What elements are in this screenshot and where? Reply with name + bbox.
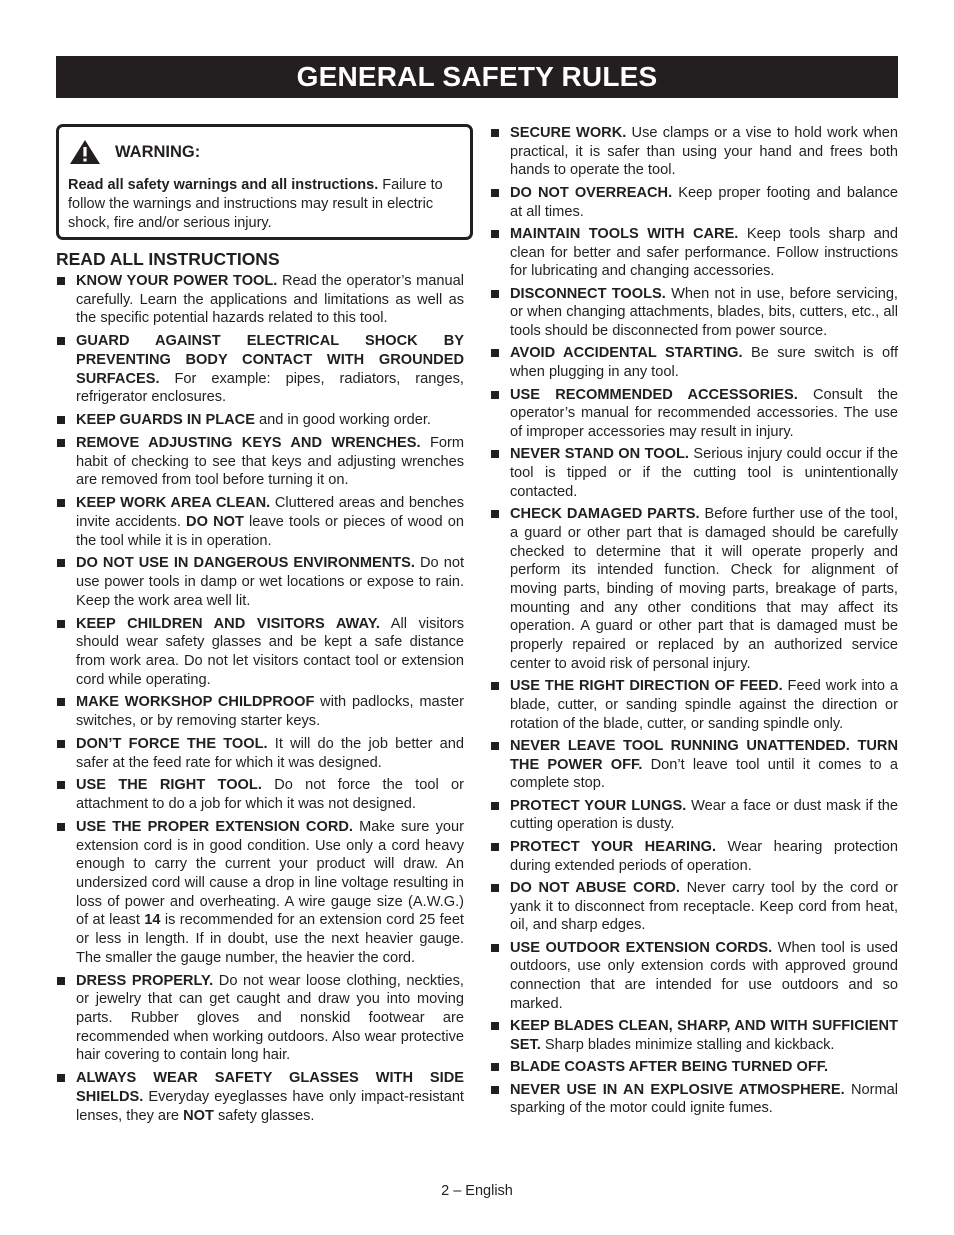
rule-emphasis: NOT bbox=[183, 1107, 214, 1124]
rule-title: DRESS PROPERLY. bbox=[76, 972, 214, 989]
square-bullet-icon bbox=[57, 439, 65, 447]
rule-title: DO NOT OVERREACH. bbox=[510, 184, 673, 201]
rule-item bbox=[490, 124, 898, 180]
rule-item bbox=[490, 505, 898, 673]
rule-item bbox=[490, 1017, 898, 1054]
rule-item bbox=[490, 737, 898, 793]
right-column bbox=[490, 124, 898, 1122]
rule-title: PROTECT YOUR HEARING. bbox=[510, 838, 717, 855]
square-bullet-icon bbox=[491, 944, 499, 952]
square-bullet-icon bbox=[491, 230, 499, 238]
rule-title: KEEP CHILDREN AND VISITORS AWAY. bbox=[76, 615, 380, 632]
square-bullet-icon bbox=[491, 1022, 499, 1030]
square-bullet-icon bbox=[57, 781, 65, 789]
rule-text: Read the operator’s manual carefully. Learn the applications and limitations as well as the specific potential hazards related to this tool. bbox=[76, 273, 464, 327]
rule-item bbox=[490, 225, 898, 281]
square-bullet-icon bbox=[57, 559, 65, 567]
square-bullet-icon bbox=[491, 1086, 499, 1094]
rule-text: Do not use power tools in damp or wet locations or expose to rain. Keep the work area well lit. bbox=[76, 555, 465, 609]
square-bullet-icon bbox=[57, 620, 65, 628]
rule-text: When not in use, before servicing, or when changing attachments, blades, bits, cutters, etc., all tools should be disconnected from power source. bbox=[510, 285, 898, 340]
rule-title: NEVER LEAVE TOOL RUNNING UNATTENDED. TURN THE POWER OFF. bbox=[510, 737, 898, 773]
rule-text: Sharp blades minimize stalling and kickback. bbox=[540, 1036, 835, 1053]
rule-text: leave tools or pieces of wood on the tool while it is in operation. bbox=[76, 513, 464, 549]
rule-item bbox=[56, 411, 464, 430]
square-bullet-icon bbox=[491, 189, 499, 197]
rule-title: DO NOT USE IN DANGEROUS ENVIRONMENTS. bbox=[76, 555, 415, 572]
rule-emphasis: DO NOT bbox=[186, 513, 244, 530]
rule-text: Cluttered areas and benches invite accidents. bbox=[76, 495, 465, 530]
rule-text: Serious injury could occur if the tool is tipped or if the cutting tool is unintentionally contacted. bbox=[510, 446, 899, 500]
rule-title: AVOID ACCIDENTAL STARTING. bbox=[510, 345, 743, 362]
rule-text: Use clamps or a vise to hold work when practical, it is safer than using your hand and frees both hands to operate the tool. bbox=[510, 125, 898, 179]
rule-title: BLADE COASTS AFTER BEING TURNED OFF. bbox=[510, 1059, 829, 1076]
rule-text: Wear a face or dust mask if the cutting operation is dusty. bbox=[510, 797, 898, 833]
square-bullet-icon bbox=[57, 977, 65, 985]
page-title: GENERAL SAFETY RULES bbox=[56, 56, 898, 98]
rule-item bbox=[56, 494, 464, 550]
rule-title: SECURE WORK. bbox=[510, 125, 627, 141]
rule-title: KNOW YOUR POWER TOOL. bbox=[76, 273, 278, 289]
rule-title: USE THE RIGHT TOOL. bbox=[76, 777, 262, 794]
square-bullet-icon bbox=[491, 349, 499, 357]
rule-item bbox=[490, 939, 898, 1014]
rule-item bbox=[490, 184, 898, 221]
rule-title: ALWAYS WEAR SAFETY GLASSES WITH SIDE SHIELDS. bbox=[76, 1070, 464, 1105]
rule-text: Form habit of checking to see that keys and adjusting wrenches are removed from tool before turning it on. bbox=[76, 434, 464, 489]
square-bullet-icon bbox=[491, 843, 499, 851]
rule-title: USE THE RIGHT DIRECTION OF FEED. bbox=[510, 678, 783, 695]
rule-item bbox=[56, 615, 464, 690]
rule-item bbox=[490, 344, 898, 381]
warning-label: WARNING: bbox=[115, 142, 201, 161]
rule-item bbox=[56, 272, 464, 328]
left-rule-list bbox=[56, 272, 464, 1125]
rule-title: MAKE WORKSHOP CHILDPROOF bbox=[76, 694, 315, 711]
square-bullet-icon bbox=[491, 290, 499, 298]
rule-item bbox=[490, 879, 898, 935]
rule-title: USE RECOMMENDED ACCESSORIES. bbox=[510, 386, 798, 403]
rule-text: Keep tools sharp and clean for better and safer performance. Follow instructions for lubricating and changing accessories. bbox=[510, 225, 899, 280]
rule-title: USE OUTDOOR EXTENSION CORDS. bbox=[510, 939, 773, 956]
square-bullet-icon bbox=[57, 499, 65, 507]
square-bullet-icon bbox=[491, 884, 499, 892]
square-bullet-icon bbox=[491, 450, 499, 458]
rule-item bbox=[490, 386, 898, 442]
rule-text: Feed work into a blade, cutter, or sanding spindle against the direction or rotation of the blade, cutter, or sanding spindle only. bbox=[510, 678, 898, 732]
rule-text: Keep proper footing and balance at all times. bbox=[510, 184, 899, 220]
square-bullet-icon bbox=[491, 1063, 499, 1071]
rule-text: Before further use of the tool, a guard or other part that is damaged should be carefully checked to determine that it will operate properly and perform its intended function. Check for alignment of moving parts, binding of moving parts, breakage of parts, mounting and any other conditions that may affect its operation. A guard or other part that is damaged must be properly repaired or replaced by an authorized service center to avoid risk of personal injury. bbox=[510, 506, 898, 672]
rule-title: GUARD AGAINST ELECTRICAL SHOCK BY PREVENTING BODY CONTACT WITH GROUNDED SURFACES. bbox=[76, 333, 464, 387]
rule-item bbox=[490, 838, 898, 875]
square-bullet-icon bbox=[57, 277, 65, 285]
rule-item bbox=[490, 445, 898, 501]
warning-triangle-icon bbox=[69, 139, 101, 165]
rule-item bbox=[56, 434, 464, 490]
square-bullet-icon bbox=[491, 129, 499, 137]
rule-text: and in good working order. bbox=[254, 412, 431, 429]
rule-text: Everyday eyeglasses have only impact-resistant lenses, they are bbox=[76, 1088, 464, 1124]
rule-title: KEEP WORK AREA CLEAN. bbox=[76, 495, 271, 512]
rule-text: Wear hearing protection during extended periods of operation. bbox=[510, 838, 898, 874]
rule-text: Make sure your extension cord is in good condition. Use only a cord heavy enough to carry the current your product will draw. An undersized cord will cause a drop in line voltage resulting in loss of power and overheating. A wire gauge size (A.W.G.) of at least bbox=[76, 818, 464, 929]
rule-emphasis: 14 bbox=[144, 912, 161, 929]
rule-title: PROTECT YOUR LUNGS. bbox=[510, 797, 687, 814]
right-rule-list bbox=[490, 124, 898, 1118]
rule-text: Do not wear loose clothing, neckties, or jewelry that can get caught and draw you into moving parts. Rubber gloves and nonskid footwear are recommended when working outdoors. Also wear protective hair covering to contain long hair. bbox=[76, 972, 464, 1064]
rule-title: KEEP BLADES CLEAN, SHARP, AND WITH SUFFICIENT SET. bbox=[510, 1018, 898, 1053]
warning-bold-text: Read all safety warnings and all instructions. bbox=[68, 177, 379, 193]
rule-text: Do not force the tool or attachment to do a job for which it was not designed. bbox=[76, 777, 464, 813]
rule-title: MAINTAIN TOOLS WITH CARE. bbox=[510, 225, 739, 242]
rule-text: All visitors should wear safety glasses and be kept a safe distance from work area. Do not let visitors contact tool or extension cord while operating. bbox=[76, 615, 464, 688]
rule-text: Be sure switch is off when plugging in any tool. bbox=[510, 345, 898, 381]
left-column bbox=[56, 248, 464, 1129]
rule-item bbox=[490, 1058, 898, 1077]
square-bullet-icon bbox=[491, 682, 499, 690]
rule-item bbox=[56, 818, 464, 968]
square-bullet-icon bbox=[491, 742, 499, 750]
rule-item bbox=[490, 1081, 898, 1118]
rule-item bbox=[56, 332, 464, 407]
rule-title: USE THE PROPER EXTENSION CORD. bbox=[76, 818, 353, 835]
square-bullet-icon bbox=[57, 823, 65, 831]
rule-item bbox=[56, 776, 464, 813]
rule-text: with padlocks, master switches, or by removing starter keys. bbox=[76, 694, 465, 730]
rule-item bbox=[490, 797, 898, 834]
rule-item bbox=[56, 1069, 464, 1125]
rule-item bbox=[490, 677, 898, 733]
square-bullet-icon bbox=[491, 510, 499, 518]
rule-text: Normal sparking of the motor could ignite fumes. bbox=[510, 1081, 898, 1117]
rule-title: DISCONNECT TOOLS. bbox=[510, 285, 666, 302]
square-bullet-icon bbox=[491, 391, 499, 399]
rule-text: is recommended for an extension cord 25 feet or less in length. If in doubt, use the next heavier gauge. The smaller the gauge number, the heavier the cord. bbox=[76, 912, 464, 966]
rule-title: KEEP GUARDS IN PLACE bbox=[76, 412, 255, 429]
rule-item bbox=[56, 972, 464, 1066]
rule-text: Never carry tool by the cord or yank it to disconnect from receptacle. Keep cord from heat, oil, and sharp edges. bbox=[510, 879, 898, 934]
rule-title: NEVER USE IN AN EXPLOSIVE ATMOSPHERE. bbox=[510, 1081, 845, 1098]
warning-body-text: Failure to follow the warnings and instructions may result in electric shock, fire and/or serious injury. bbox=[68, 177, 443, 231]
rule-title: REMOVE ADJUSTING KEYS AND WRENCHES. bbox=[76, 434, 421, 451]
rule-text: Consult the operator’s manual for recommended accessories. The use of improper accessories may result in injury. bbox=[510, 386, 898, 440]
square-bullet-icon bbox=[57, 337, 65, 345]
page-footer: 2 – English bbox=[441, 1183, 513, 1199]
section-heading: READ ALL INSTRUCTIONS bbox=[56, 249, 280, 269]
warning-header bbox=[69, 139, 200, 165]
rule-text: safety glasses. bbox=[213, 1107, 315, 1124]
rule-title: DON’T FORCE THE TOOL. bbox=[76, 735, 268, 752]
rule-text: It will do the job better and safer at the feed rate for which it was designed. bbox=[76, 735, 464, 771]
rule-text: For example: pipes, radiators, ranges, refrigerator enclosures. bbox=[76, 370, 464, 406]
rule-item bbox=[56, 735, 464, 772]
square-bullet-icon bbox=[491, 802, 499, 810]
warning-box bbox=[56, 124, 473, 240]
square-bullet-icon bbox=[57, 740, 65, 748]
warning-text bbox=[68, 176, 458, 233]
rule-title: CHECK DAMAGED PARTS. bbox=[510, 506, 700, 523]
square-bullet-icon bbox=[57, 1074, 65, 1082]
rule-text: When tool is used outdoors, use only extension cords with approved ground connection that are intended for use outdoors and so marked. bbox=[510, 939, 898, 1012]
rule-item bbox=[56, 554, 464, 610]
rule-title: DO NOT ABUSE CORD. bbox=[510, 879, 680, 896]
rule-text: Don’t leave tool until it comes to a complete stop. bbox=[510, 756, 899, 792]
rule-item bbox=[56, 693, 464, 730]
square-bullet-icon bbox=[57, 416, 65, 424]
rule-item bbox=[490, 285, 898, 341]
square-bullet-icon bbox=[57, 698, 65, 706]
rule-title: NEVER STAND ON TOOL. bbox=[510, 446, 689, 463]
